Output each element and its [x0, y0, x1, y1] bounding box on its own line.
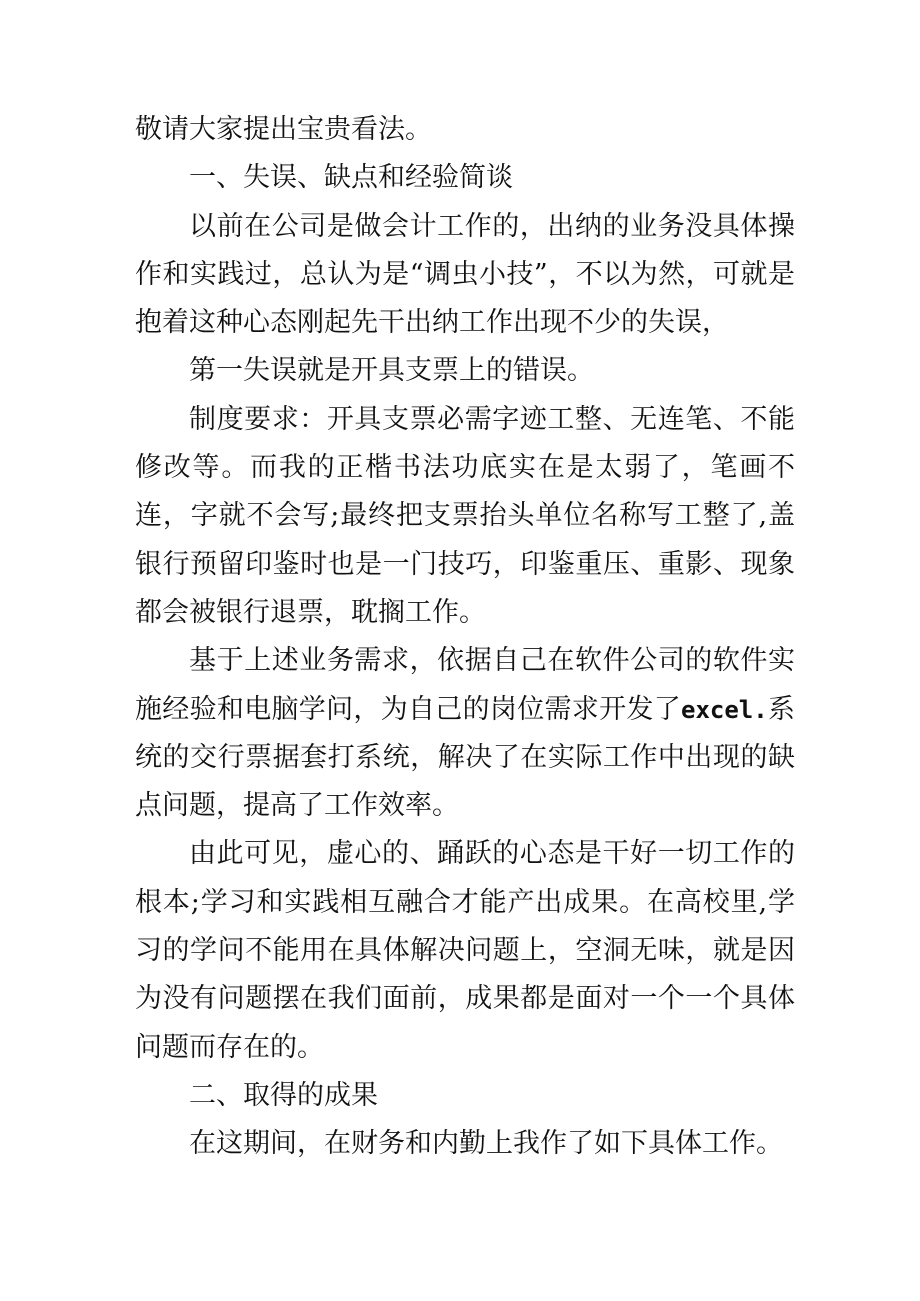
section-heading-mistakes: 一、失误、缺点和经验简谈 — [189, 162, 513, 194]
paragraph-closing-request: 敬请大家提出宝贵看法。 — [135, 114, 432, 145]
paragraph-cheque-rules: 制度要求：开具支票必需字迹工整、无连笔、不能修改等。而我的正楷书法功底实在是太弱了，笔画不连，字就不会写;最终把支票抬头单位名称写工整了,盖银行预留印鉴时也是一门技巧，印鉴重压、重影、现象都会被银行退票，耽搁工作。 — [135, 403, 795, 628]
paragraph-work-intro: 在这期间，在财务和内勤上我作了如下具体工作。 — [189, 1128, 783, 1160]
solution-text-before: 基于上述业务需求，依据自己在软件公司的软件实施经验和电脑学问，为自己的岗位需求开发了 — [135, 645, 795, 725]
paragraph-first-mistake: 第一失误就是开具支票上的错误。 — [189, 355, 594, 387]
paragraph-conclusion: 由此可见，虚心的、踊跃的心态是干好一切工作的根本;学习和实践相互融合才能产出成果。在高校里,学习的学问不能用在具体解决问题上，空洞无味，就是因为没有问题摆在我们面前，成果都是面对一个一个具体问题而存在的。 — [135, 838, 795, 1063]
section-heading-achievements: 二、取得的成果 — [189, 1079, 378, 1111]
paragraph-background: 以前在公司是做会计工作的，出纳的业务没具体操作和实践过，总认为是“调虫小技”，不以为然，可就是抱着这种心态刚起先干出纳工作出现不少的失误， — [135, 210, 795, 339]
paragraph-solution — [135, 637, 795, 830]
document-body — [135, 106, 795, 1169]
solution-text-after: 系统的交行票据套打系统，解决了在实际工作中出现的缺点问题，提高了工作效率。 — [135, 693, 796, 822]
solution-text-excel: excel. — [681, 695, 768, 724]
